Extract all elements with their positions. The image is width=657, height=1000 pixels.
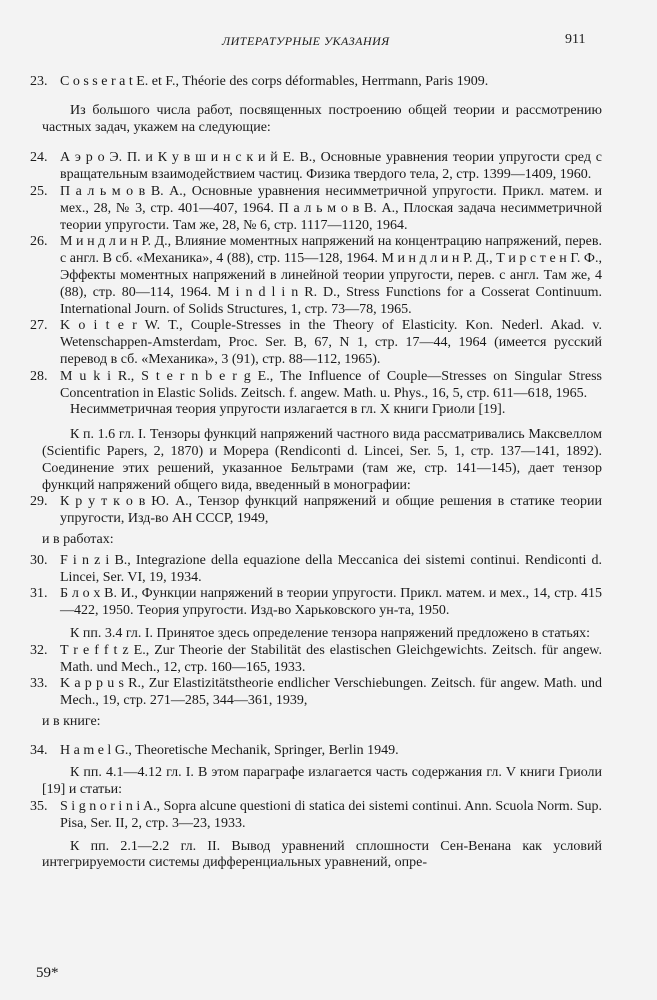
reference-text: M u k i R., S t e r n b e r g E., The Influence of Couple—Stresses on Singular Stress Concentration in Elastic Solids. Zeitsch. f. angew. Math. u. Phys., 16, 5, стр. 611—618, 1965. [60, 368, 602, 401]
reference-entry [30, 318, 602, 368]
reference-number: 34. [30, 742, 48, 758]
reference-entry [30, 369, 602, 403]
reference-number: 23. [30, 74, 48, 89]
reference-number: 32. [30, 642, 48, 658]
reference-entry [30, 553, 602, 587]
reference-text: Б л о х В. И., Функции напряжений в теории упругости. Прикл. матем. и мех., 14, стр. 415—422, 1950. Теория упругости. Изд-во Харьковского ун-та, 1950. [60, 586, 602, 619]
reference-entry [30, 676, 602, 710]
reference-number: 30. [30, 552, 48, 568]
connecting-text: и в книге: [42, 713, 101, 729]
reference-text: А э р о Э. П. и К у в ш и н с к и й Е. В., Основные уравнения теории упругости сред с вращательным взаимодействием частиц. Физика твердого тела, 2, стр. 1399—1409, 1960. [60, 150, 602, 183]
reference-entry [30, 799, 602, 833]
reference-entry [30, 743, 602, 760]
reference-entry [30, 494, 602, 528]
reference-number: 35. [30, 799, 48, 815]
connecting-text: и в работах: [42, 531, 114, 547]
reference-text: C o s s e r a t E. et F., Théorie des corps déformables, Herrmann, Paris 1909. [60, 74, 489, 89]
page-header [0, 34, 657, 54]
page-number: 911 [565, 32, 586, 47]
reference-entry [30, 184, 602, 234]
section-note: К пп. 4.1—4.12 гл. I. В этом параграфе излагается часть содержания гл. V книги Гриоли [19] и статьи: [42, 765, 602, 798]
reference-number: 27. [30, 318, 48, 334]
reference-text: H a m e l G., Theoretische Mechanik, Springer, Berlin 1949. [60, 742, 399, 758]
reference-text: T r e f f t z E., Zur Theorie der Stabilität des elastischen Gleichgewichts. Zeitsch. für angew. Math. und Mech., 12, стр. 160—165, 1933. [60, 642, 602, 675]
reference-number: 29. [30, 494, 48, 510]
reference-text: K o i t e r W. T., Couple-Stresses in the Theory of Elasticity. Kon. Nederl. Akad. v. Wetenschappen-Amsterdam, Proc. Ser. B, 67, N 1, стр. 17—44, 1964 (имеется русский перевод в сб. «Механика», 3 (91), стр. 88—112, 1965). [60, 318, 602, 367]
reference-entry [30, 74, 602, 91]
reference-text: F i n z i B., Integrazione della equazione della Meccanica dei sistemi continui. Rendiconti d. Lincei, Ser. VI, 19, 1934. [60, 552, 602, 585]
reference-number: 28. [30, 368, 48, 384]
reference-number: 24. [30, 150, 48, 166]
section-note: К пп. 2.1—2.2 гл. II. Вывод уравнений сплошности Сен-Венана как условий интегрируемости системы дифференциальных уравнений, опре- [42, 838, 602, 871]
reference-entry [30, 586, 602, 620]
commentary-paragraph: Из большого числа работ, посвященных построению общей теории и рассмотрению частных задач, укажем на следующие: [42, 102, 602, 135]
reference-number: 31. [30, 586, 48, 602]
commentary-paragraph: Несимметричная теория упругости излагается в гл. X книги Гриоли [19]. [70, 402, 506, 418]
reference-number: 26. [30, 234, 48, 250]
references-body [30, 74, 602, 872]
reference-entry [30, 643, 602, 677]
reference-number: 33. [30, 676, 48, 692]
printer-signature: 59* [36, 965, 59, 981]
reference-text: S i g n o r i n i A., Sopra alcune questioni di statica dei sistemi continui. Ann. Scuola Norm. Sup. Pisa, Ser. II, 2, стр. 3—23, 1933. [60, 799, 602, 831]
reference-entry [30, 150, 602, 184]
reference-text: К р у т к о в Ю. А., Тензор функций напряжений и общие решения в статике теории упругости, Изд-во АН СССР, 1949, [60, 494, 602, 527]
reference-number: 25. [30, 183, 48, 199]
section-note: К п. 1.6 гл. I. Тензоры функций напряжений частного вида рассматривались Максвеллом (Scientific Papers, 2, 1870) и Морера (Rendiconti d. Lincei, Ser. 5, 1, стр. 137—141, 1892). Соединение этих решений, указанное Бельтрами (там же, стр. 141—145), дает тензор функций напряжений общего вида, введенный в монографии: [42, 427, 602, 493]
reference-text: М и н д л и н Р. Д., Влияние моментных напряжений на концентрацию напряжений, перев. с англ. В сб. «Механика», 4 (88), стр. 115—128, 1964. М и н д л и н Р. Д., Т и р с т е н Г. Ф., Эффекты моментных напряжений в линейной теории упругости, перев. с англ. Там же, 4 (88), стр. 80—114, 1964. M i n d l i n R. D., Stress Functions for a Cosserat Continuum. International Journ. of Solids Structures, 1, стр. 73—78, 1965. [60, 234, 602, 317]
reference-text: П а л ь м о в В. А., Основные уравнения несимметричной упругости. Прикл. матем. и мех., 28, № 3, стр. 401—407, 1964. П а л ь м о в В. А., Плоская задача несимметричной теории упругости. Там же, 28, № 6, стр. 1117—1120, 1964. [60, 183, 602, 233]
section-note: К пп. 3.4 гл. I. Принятое здесь определение тензора напряжений предложено в статьях: [70, 625, 591, 641]
reference-text: K a p p u s R., Zur Elastizitätstheorie endlicher Verschiebungen. Zeitsch. für angew. Math. und Mech., 19, стр. 271—285, 344—361, 1939, [60, 676, 602, 709]
running-title: ЛИТЕРАТУРНЫЕ УКАЗАНИЯ [222, 34, 390, 48]
reference-entry [30, 234, 602, 318]
